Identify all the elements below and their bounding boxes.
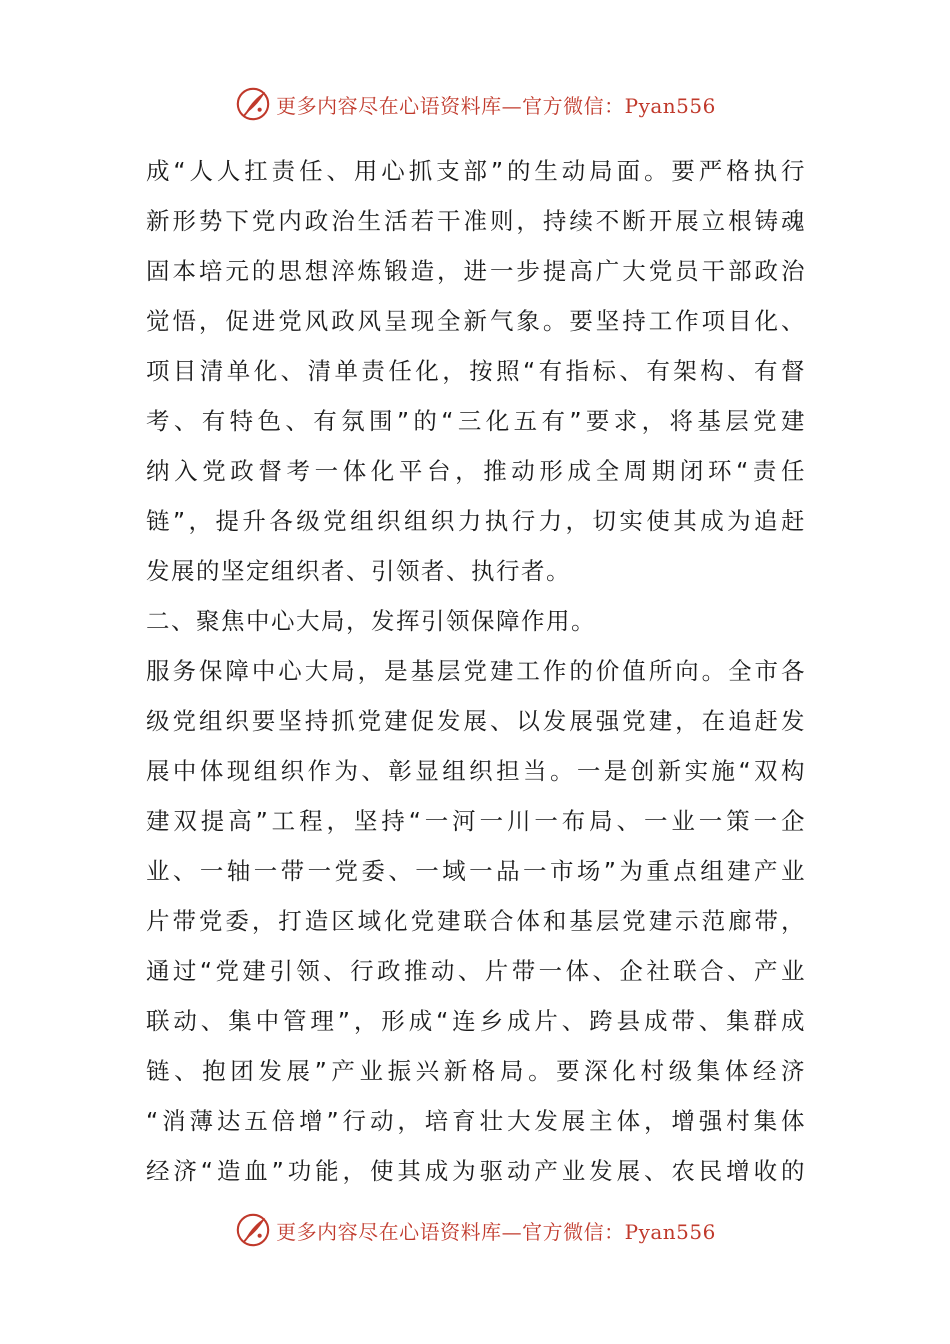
- header-banner: [0, 82, 950, 126]
- text-line: 发展的坚定组织者、引领者、执行者。: [146, 557, 571, 585]
- banner-main-text: 更多内容尽在心语资料库: [276, 93, 502, 118]
- text-line: 经济“造血”功能，使其成为驱动产业发展、农民增收的: [146, 1157, 806, 1185]
- banner-dash: —: [501, 1219, 523, 1244]
- text-line: 联动、集中管理”，形成“连乡成片、跨县成带、集群成: [146, 1007, 806, 1035]
- quill-pen-circle-logo-icon: [234, 1211, 272, 1249]
- footer-banner-text: [276, 1216, 716, 1245]
- banner-wechat-id: Pyan556: [624, 93, 716, 118]
- text-line: 链”，提升各级党组织组织力执行力，切实使其成为追赶: [146, 507, 806, 535]
- banner-dash: —: [501, 93, 523, 118]
- text-line: 固本培元的思想淬炼锻造，进一步提高广大党员干部政治: [146, 257, 806, 285]
- text-line: 链、抱团发展”产业振兴新格局。要深化村级集体经济: [146, 1057, 806, 1085]
- banner-wechat-id: Pyan556: [624, 1219, 716, 1244]
- text-line: 展中体现组织作为、彰显组织担当。一是创新实施“双构: [146, 757, 806, 785]
- text-line: 服务保障中心大局，是基层党建工作的价值所向。全市各: [146, 657, 806, 685]
- text-line: 新形势下党内政治生活若干准则，持续不断开展立根铸魂: [146, 207, 806, 235]
- footer-banner: [0, 1208, 950, 1252]
- text-line: 项目清单化、清单责任化，按照“有指标、有架构、有督: [146, 357, 806, 385]
- header-banner-text: [276, 90, 716, 119]
- banner-main-text: 更多内容尽在心语资料库: [276, 1219, 502, 1244]
- text-line: 成“人人扛责任、用心抓支部”的生动局面。要严格执行: [146, 157, 806, 185]
- document-body: [146, 146, 806, 1196]
- banner-official-label: 官方微信：: [522, 1219, 625, 1244]
- text-line: 觉悟，促进党风政风呈现全新气象。要坚持工作项目化、: [146, 307, 806, 335]
- text-line: 业、一轴一带一党委、一域一品一市场”为重点组建产业: [146, 857, 806, 885]
- text-line: 通过“党建引领、行政推动、片带一体、企社联合、产业: [146, 957, 806, 985]
- text-line: 级党组织要坚持抓党建促发展、以发展强党建，在追赶发: [146, 707, 806, 735]
- text-line: 考、有特色、有氛围”的“三化五有”要求，将基层党建: [146, 407, 806, 435]
- text-line: “消薄达五倍增”行动，培育壮大发展主体，增强村集体: [146, 1107, 806, 1135]
- quill-pen-circle-logo-icon: [234, 85, 272, 123]
- text-line: 片带党委，打造区域化党建联合体和基层党建示范廊带，: [146, 907, 806, 935]
- text-line: 纳入党政督考一体化平台，推动形成全周期闭环“责任: [146, 457, 806, 485]
- text-line: 二、聚焦中心大局，发挥引领保障作用。: [146, 607, 596, 635]
- text-line: 建双提高”工程，坚持“一河一川一布局、一业一策一企: [146, 807, 806, 835]
- banner-official-label: 官方微信：: [522, 93, 625, 118]
